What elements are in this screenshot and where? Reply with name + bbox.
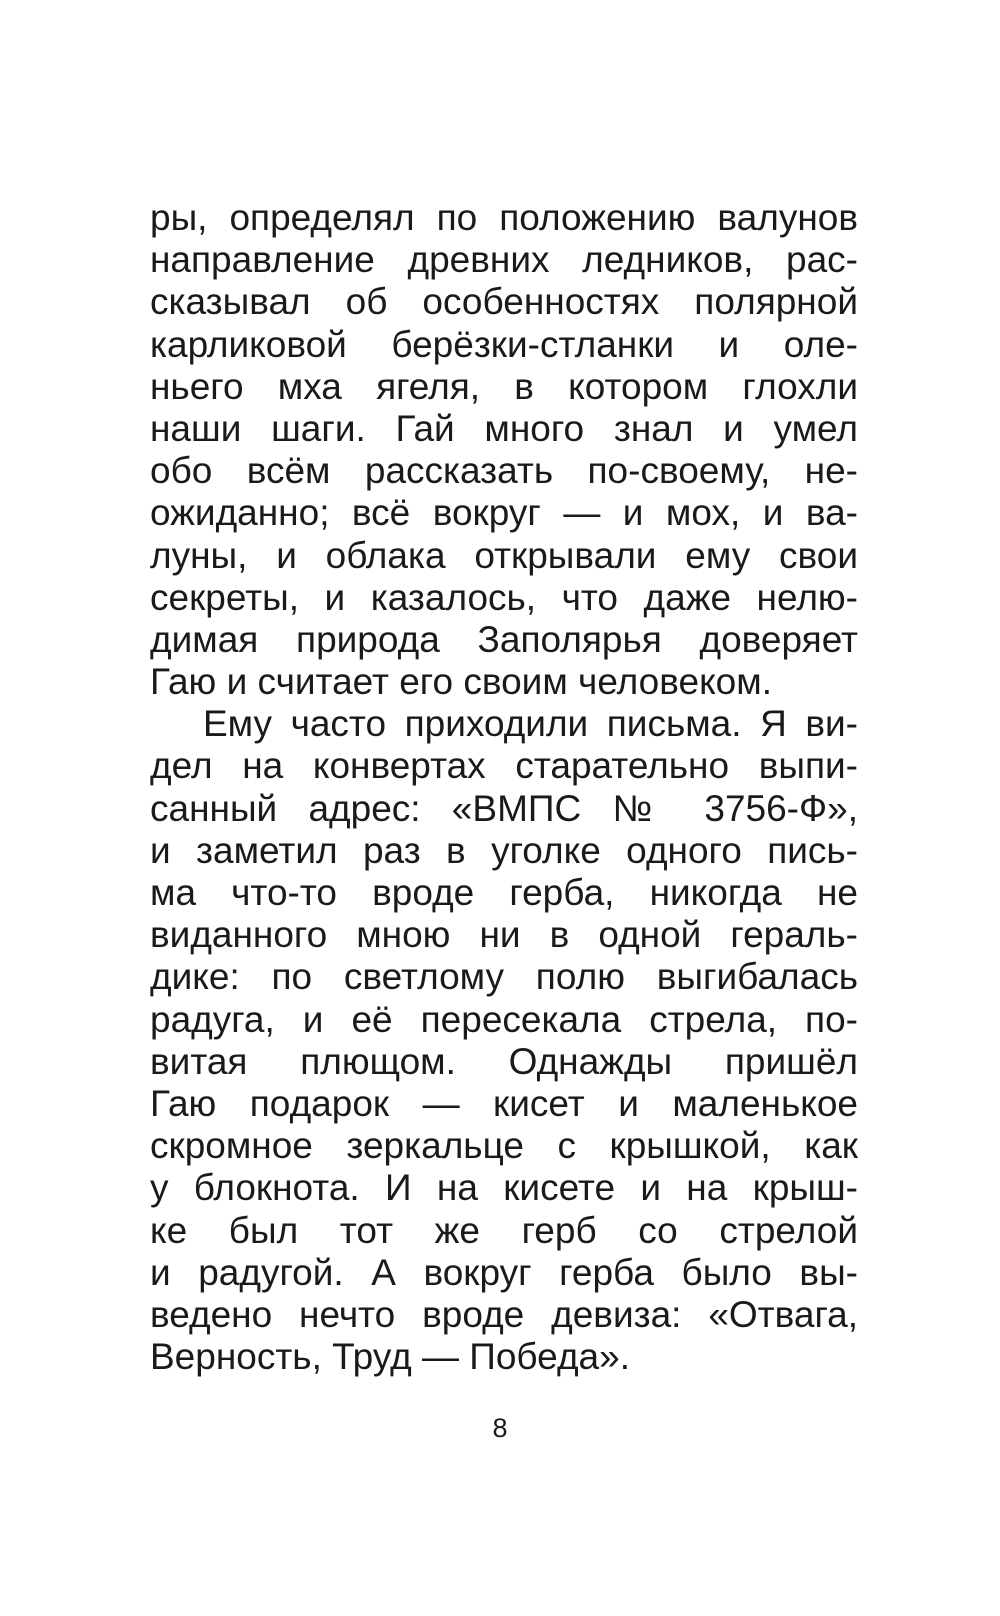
- text-line: ожиданно; всё вокруг — и мох, и ва-: [150, 492, 858, 534]
- text-line: обо всём рассказать по-своему, не-: [150, 450, 858, 492]
- text-line: Гаю подарок — кисет и маленькое: [150, 1082, 858, 1124]
- text-line: ры, определял по положению валунов: [150, 197, 858, 238]
- text-line: у блокнота. И на кисете и на крыш-: [150, 1167, 858, 1209]
- text-line: виданного мною ни в одной гераль-: [150, 914, 858, 956]
- text-line: и заметил раз в уголке одного пись-: [150, 829, 858, 871]
- text-line: направление древних ледников, рас-: [150, 239, 858, 281]
- text-line: Гаю и считает его своим человеком.: [150, 661, 772, 703]
- text-line: санный адрес: «ВМПС № 3756-Ф»,: [150, 787, 858, 829]
- text-line: ма что-то вроде герба, никогда не: [150, 872, 858, 913]
- text-line: ньего мха ягеля, в котором глохли: [150, 365, 858, 407]
- text-line: наши шаги. Гай много знал и умел: [150, 407, 858, 449]
- text-line: витая плющом. Однажды пришёл: [150, 1040, 858, 1082]
- text-line: карликовой берёзки-стланки и оле-: [150, 323, 858, 365]
- text-line: дел на конвертах старательно выпи-: [150, 745, 858, 787]
- text-line: Верность, Труд — Победа».: [150, 1336, 630, 1378]
- text-line: димая природа Заполярья доверяет: [150, 618, 858, 660]
- text-line: сказывал об особенностях полярной: [150, 281, 858, 323]
- body-text: [150, 197, 858, 1378]
- text-line: скромное зеркальце с крышкой, как: [150, 1125, 858, 1167]
- page-number: 8: [492, 1413, 508, 1443]
- text-line: дике: по светлому полю выгибалась: [150, 956, 858, 998]
- text-line: ведено нечто вроде девиза: «Отвага,: [150, 1293, 858, 1335]
- text-line: и радугой. А вокруг герба было вы-: [150, 1251, 858, 1293]
- text-line: радуга, и её пересекала стрела, по-: [150, 998, 858, 1040]
- paragraph-first-line: Ему часто приходили письма. Я ви-: [203, 703, 858, 745]
- text-line: ке был тот же герб со стрелой: [150, 1209, 858, 1251]
- text-line: луны, и облака открывали ему свои: [150, 534, 858, 576]
- text-line: секреты, и казалось, что даже нелю-: [150, 576, 858, 618]
